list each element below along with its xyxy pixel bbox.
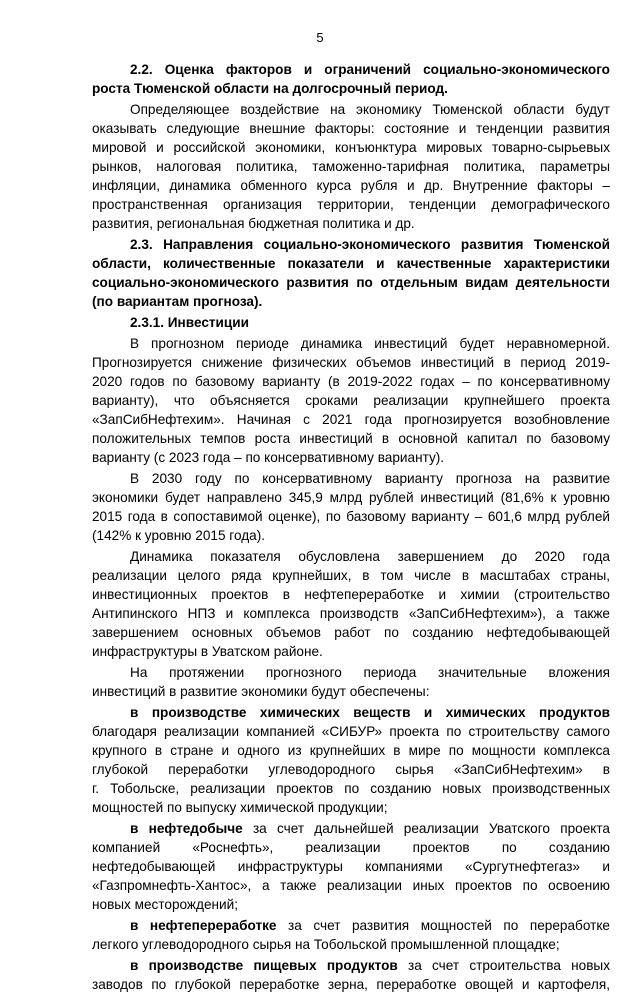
bold-text: 2.3.1. Инвестиции — [130, 315, 249, 330]
text-line — [92, 566, 610, 585]
text-line — [92, 741, 610, 760]
text-span: 2020 годов по базовому варианту (в 2019-2022 годах – по консервативному — [92, 374, 610, 389]
text-span: глубокой переработки углеводородного сырья «ЗапСибНефтехим» в — [92, 762, 610, 777]
text-span: инвестиционных проектов в нефтепереработке и химии (строительство — [92, 587, 610, 602]
text-line — [92, 79, 610, 98]
text-span: реализации целого ряда крупнейших, в том числе в масштабах страны, — [92, 568, 610, 583]
document-body — [92, 60, 610, 994]
bold-text: роста Тюменской области на долгосрочный период. — [92, 81, 448, 96]
text-line — [92, 663, 610, 682]
text-line — [92, 138, 610, 157]
text-span: заводов по глубокой переработке зерна, переработке овощей и картофеля, — [92, 977, 610, 992]
text-span: рынков, налоговая политика, таможенно-тарифная политика, параметры — [92, 159, 610, 174]
text-span: за счет строительства новых — [397, 958, 610, 973]
text-line — [92, 838, 610, 857]
text-span: «Газпромнефть-Хантос», а также реализации иных проектов по освоению — [92, 878, 610, 893]
text-line — [92, 254, 610, 273]
text-line — [92, 429, 610, 448]
text-line — [92, 195, 610, 214]
text-span: На протяжении прогнозного периода значительные вложения — [130, 665, 610, 680]
text-span: за счет дальнейшей реализации Уватского проекта — [242, 821, 610, 836]
text-span: инфляции, динамика обменного курса рубля и др. Внутренние факторы – — [92, 178, 610, 193]
text-line — [92, 798, 610, 817]
text-line — [92, 526, 610, 545]
text-line — [92, 876, 610, 895]
text-line — [92, 507, 610, 526]
text-line — [92, 956, 610, 975]
text-line — [92, 547, 610, 566]
bold-text: социально-экономического развития по отдельным видам деятельности — [92, 275, 610, 290]
text-span: благодаря реализации компанией «СИБУР» проекта по строительству самого — [92, 724, 610, 739]
text-span: экономики будет направлено 345,9 млрд рублей инвестиций (81,6% к уровню — [92, 490, 610, 505]
text-line — [92, 642, 610, 661]
text-line — [92, 448, 610, 467]
text-span: пространственная организация территории, тенденции демографического — [92, 197, 610, 212]
text-line — [92, 410, 610, 429]
text-line — [92, 60, 610, 79]
text-line — [92, 119, 610, 138]
text-line — [92, 857, 610, 876]
text-span: легкого углеводородного сырья на Тобольской промышленной площадке; — [92, 937, 560, 952]
text-line — [92, 176, 610, 195]
text-span: В прогнозном периоде динамика инвестиций будет неравномерной. — [130, 336, 610, 351]
bold-text: 2.2. Оценка факторов и ограничений социально-экономического — [130, 62, 610, 77]
text-line — [92, 100, 610, 119]
text-line — [92, 157, 610, 176]
text-span: г. Тобольске, реализации проектов по созданию новых производственных — [92, 781, 610, 796]
text-line — [92, 585, 610, 604]
text-line — [92, 353, 610, 372]
bold-text: в нефтепереработке — [130, 918, 277, 933]
bold-text: в производстве пищевых продуктов — [130, 958, 398, 973]
text-line — [92, 273, 610, 292]
text-span: Динамика показателя обусловлена завершением до 2020 года — [130, 549, 610, 564]
text-span: мощностей по выпуску химической продукции; — [92, 800, 388, 815]
text-span: «ЗапСибНефтехим». Начиная с 2021 года прогнозируется возобновление — [92, 412, 610, 427]
text-line — [92, 975, 610, 994]
text-line — [92, 469, 610, 488]
text-line — [92, 623, 610, 642]
text-span: за счет развития мощностей по переработке — [276, 918, 610, 933]
text-line — [92, 819, 610, 838]
text-span: В 2030 году по консервативному варианту прогноза на развитие — [130, 471, 610, 486]
bold-text: области, количественные показатели и качественные характеристики — [92, 256, 610, 271]
text-span: инфраструктуры в Уватском районе. — [92, 644, 323, 659]
text-span: нефтедобывающей инфраструктуры компаниями «Сургутнефтегаз» и — [92, 859, 610, 874]
bold-text: 2.3. Направления социально-экономического развития Тюменской — [130, 237, 610, 252]
text-line — [92, 488, 610, 507]
text-span: варианту (с 2023 года – по консервативному варианту). — [92, 450, 445, 465]
text-line — [92, 722, 610, 741]
text-span: варианту), что объясняется сроками реализации крупнейшего проекта — [92, 393, 610, 408]
text-span: оказывать следующие внешние факторы: состояние и тенденции развития — [92, 121, 610, 136]
text-line — [92, 760, 610, 779]
text-span: крупного в стране и одного из крупнейших в мире по мощности комплекса — [92, 743, 610, 758]
text-span: инвестиций в развитие экономики будут обеспечены: — [92, 684, 430, 699]
text-line — [92, 604, 610, 623]
text-line — [92, 682, 610, 701]
text-span: (142% к уровню 2015 года). — [92, 528, 265, 543]
text-line — [92, 334, 610, 353]
text-span: Прогнозируется снижение физических объемов инвестиций в период 2019- — [92, 355, 610, 370]
text-line — [92, 935, 610, 954]
text-span: 2015 года в сопоставимой оценке), по базовому варианту – 601,6 млрд рублей — [92, 509, 610, 524]
text-line — [92, 703, 610, 722]
text-line — [92, 391, 610, 410]
text-span: мировой и российской экономики, конъюнктура мировых товарно-сырьевых — [92, 140, 610, 155]
bold-text: в производстве химических веществ и химических продуктов — [130, 705, 610, 720]
text-line — [92, 313, 610, 332]
text-line — [92, 779, 610, 798]
text-span: Определяющее воздействие на экономику Тюменской области будут — [130, 102, 610, 117]
bold-text: (по вариантам прогноза). — [92, 294, 263, 309]
page-number: 5 — [316, 30, 324, 45]
text-span: Антипинского НПЗ и комплекса производств «ЗапСибНефтехим»), а также — [92, 606, 610, 621]
bold-text: в нефтедобыче — [130, 821, 243, 836]
text-line — [92, 235, 610, 254]
text-line — [92, 916, 610, 935]
text-span: новых месторождений; — [92, 897, 238, 912]
text-line — [92, 372, 610, 391]
text-span: компанией «Роснефть», реализации проектов по созданию — [92, 840, 610, 855]
text-line — [92, 214, 610, 233]
text-span: завершением основных объемов работ по созданию нефтедобывающей — [92, 625, 610, 640]
text-span: положительных темпов роста инвестиций в основной капитал по базовому — [92, 431, 610, 446]
text-span: развития, региональная бюджетная политика и др. — [92, 216, 415, 231]
text-line — [92, 292, 610, 311]
